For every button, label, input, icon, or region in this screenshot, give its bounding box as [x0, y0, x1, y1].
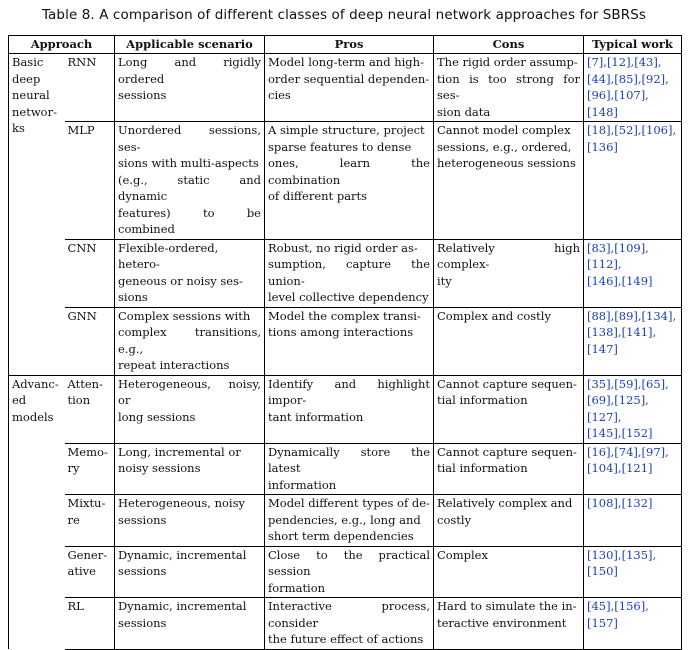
pros-cell	[265, 307, 434, 375]
method-cell-line: GNN	[67, 308, 97, 323]
typical-work-cell-line: [44],[85],[92],	[587, 71, 669, 86]
method-cell-line: re	[67, 512, 80, 527]
scenario-cell-line: features) to be combined	[118, 205, 261, 236]
typical-work-cell-line: [16],[74],[97],	[587, 444, 669, 459]
method-cell	[65, 598, 115, 650]
scenario-cell-line: Heterogeneous, noisy	[118, 496, 246, 510]
cons-cell	[434, 239, 584, 307]
basic-section	[9, 54, 682, 376]
group-advanced-label	[9, 375, 65, 649]
method-cell-line: Gener-	[67, 547, 108, 562]
pros-cell-line: the future effect of actions	[268, 632, 424, 646]
scenario-cell-line: Dynamic, incremental	[118, 599, 247, 613]
pros-cell-line: tions among interactions	[268, 325, 414, 339]
scenario-cell-line: noisy sessions	[118, 461, 201, 475]
scenario-cell-line: Complex sessions with	[118, 308, 251, 323]
scenario-cell	[115, 375, 265, 443]
scenario-cell-line: sessions	[118, 512, 167, 527]
scenario-cell-line: complex transitions, e.g.,	[118, 325, 261, 356]
cons-cell	[434, 54, 584, 122]
typical-work-cell[interactable]	[584, 307, 682, 375]
header-pros: Pros	[265, 36, 434, 54]
scenario-cell	[115, 546, 265, 598]
pros-cell-line: pendencies, e.g., long and	[268, 512, 421, 527]
pros-cell	[265, 122, 434, 240]
comparison-table	[8, 35, 682, 650]
pros-cell	[265, 54, 434, 122]
pros-cell-line: information	[268, 477, 337, 492]
group-advanced-label-line: ed	[12, 393, 27, 407]
method-cell-line: CNN	[67, 240, 97, 255]
cons-cell-line: Cannot model complex	[437, 123, 571, 137]
typical-work-cell-line: [35],[59],[65],	[587, 376, 669, 391]
pros-cell-line: tant information	[268, 409, 364, 424]
header-typical-work: Typical work	[584, 36, 682, 54]
method-cell	[65, 239, 115, 307]
scenario-cell-line: sions with multi-aspects	[118, 156, 259, 170]
pros-cell	[265, 443, 434, 495]
scenario-cell-line: Flexible-ordered, hetero-	[118, 240, 219, 271]
cons-cell-line: sessions, e.g., ordered,	[437, 139, 572, 154]
scenario-cell-line: long sessions	[118, 409, 196, 424]
method-cell	[65, 54, 115, 122]
group-basic-label-line: deep	[12, 71, 41, 86]
method-cell-line: RNN	[67, 55, 97, 69]
cons-cell-line: heterogeneous sessions	[437, 156, 576, 170]
pros-cell-line: ones, learn the combination	[268, 156, 430, 187]
method-cell-line: RL	[67, 599, 84, 613]
cons-cell	[434, 495, 584, 547]
cons-cell-line: Cannot capture sequen-	[437, 376, 577, 391]
typical-work-cell[interactable]	[584, 546, 682, 598]
pros-cell-line: Model the complex transi-	[268, 308, 421, 323]
typical-work-cell-line: [88],[89],[134],	[587, 308, 677, 323]
typical-work-cell-line: [130],[135],[150]	[587, 547, 657, 578]
method-cell-line: ry	[67, 461, 80, 475]
cons-cell-line: Relatively high complex-	[437, 240, 580, 271]
typical-work-cell[interactable]	[584, 122, 682, 240]
typical-work-cell-line: [145],[152]	[587, 426, 653, 440]
pros-cell-line: Identify and highlight impor-	[268, 376, 430, 407]
scenario-cell-line: Dynamic, incremental	[118, 547, 247, 562]
cons-cell-line: The rigid order assump-	[437, 55, 578, 69]
scenario-cell	[115, 598, 265, 650]
pros-cell-line: sumption, capture the union-	[268, 257, 430, 288]
group-advanced-label-line: models	[12, 409, 54, 424]
table-caption: Table 8. A comparison of different classes of deep neural network approaches for SBRSs	[41, 7, 647, 23]
typical-work-cell-line: [69],[125],[127],	[587, 393, 649, 424]
method-cell-line: ative	[67, 564, 96, 578]
pros-cell-line: Model long-term and high-	[268, 55, 424, 69]
scenario-cell	[115, 54, 265, 122]
group-basic-label	[9, 54, 65, 376]
group-basic-label-line: Basic	[12, 55, 44, 69]
method-cell	[65, 443, 115, 495]
cons-cell-line: Complex	[437, 547, 488, 562]
scenario-cell-line: Long and rigidly ordered	[118, 55, 261, 86]
scenario-cell-line: Long, incremental or	[118, 444, 241, 459]
table-row	[9, 239, 682, 307]
cons-cell-line: Cannot capture sequen-	[437, 444, 577, 459]
cons-cell-line: Complex and costly	[437, 308, 551, 323]
group-basic-label-line: neural	[12, 88, 50, 102]
pros-cell-line: short term dependencies	[268, 529, 414, 543]
method-cell	[65, 122, 115, 240]
table-row	[9, 54, 682, 122]
typical-work-cell-line: [136]	[587, 139, 618, 154]
typical-work-cell-line: [18],[52],[106],	[587, 123, 677, 137]
cons-cell-line: ity	[437, 273, 452, 288]
typical-work-cell-line: [146],[149]	[587, 273, 653, 288]
header-cons: Cons	[434, 36, 584, 54]
scenario-cell-line: Unordered sessions, ses-	[118, 123, 261, 154]
pros-cell-line: order sequential dependen-	[268, 71, 430, 86]
typical-work-cell[interactable]	[584, 54, 682, 122]
pros-cell-line: Close to the practical session	[268, 547, 430, 578]
scenario-cell	[115, 443, 265, 495]
scenario-cell	[115, 307, 265, 375]
typical-work-cell-line: [45],[156],[157]	[587, 599, 649, 630]
pros-cell-line: cies	[268, 88, 291, 102]
pros-cell-line: Dynamically store the latest	[268, 444, 430, 475]
scenario-cell	[115, 495, 265, 547]
scenario-cell-line: sessions	[118, 615, 167, 630]
typical-work-cell[interactable]	[584, 598, 682, 650]
typical-work-cell-line: [138],[141],[147]	[587, 325, 657, 356]
cons-cell-line: costly	[437, 512, 472, 527]
header-row	[9, 36, 682, 54]
cons-cell	[434, 598, 584, 650]
table-row	[9, 375, 682, 443]
typical-work-cell-line: [96],[107],[148]	[587, 88, 649, 119]
table-row	[9, 495, 682, 547]
method-cell	[65, 307, 115, 375]
table-row	[9, 598, 682, 650]
method-cell-line: Memo-	[67, 444, 108, 459]
scenario-cell-line: repeat interactions	[118, 358, 230, 372]
typical-work-cell-line: [104],[121]	[587, 461, 653, 475]
group-basic-label-line: networ-	[12, 104, 57, 119]
pros-cell-line: level collective dependency	[268, 290, 429, 304]
scenario-cell	[115, 122, 265, 240]
pros-cell-line: Interactive process, consider	[268, 599, 430, 630]
cons-cell-line: Relatively complex and	[437, 496, 573, 510]
method-cell-line: Atten-	[67, 376, 103, 391]
header-scenario: Applicable scenario	[115, 36, 265, 54]
pros-cell	[265, 495, 434, 547]
pros-cell	[265, 239, 434, 307]
table-row	[9, 443, 682, 495]
cons-cell	[434, 375, 584, 443]
advanced-section	[9, 375, 682, 649]
typical-work-cell[interactable]	[584, 239, 682, 307]
table-row	[9, 307, 682, 375]
group-advanced-label-line: Advanc-	[12, 376, 59, 391]
typical-work-cell-line: [83],[109],[112],	[587, 240, 649, 271]
pros-cell-line: formation	[268, 580, 326, 595]
cons-cell-line: tion is too strong for ses-	[437, 71, 580, 102]
pros-cell-line: A simple structure, project	[268, 123, 425, 137]
pros-cell-line: Robust, no rigid order as-	[268, 240, 418, 255]
method-cell	[65, 375, 115, 443]
cons-cell-line: tial information	[437, 393, 528, 407]
cons-cell	[434, 443, 584, 495]
method-cell-line: Mixtu-	[67, 496, 106, 510]
typical-work-cell-line: [108],[132]	[587, 496, 653, 510]
typical-work-cell[interactable]	[584, 375, 682, 443]
cons-cell	[434, 307, 584, 375]
method-cell-line: MLP	[67, 123, 95, 137]
scenario-cell	[115, 239, 265, 307]
scenario-cell-line: sions	[118, 290, 148, 304]
table-row	[9, 122, 682, 240]
method-cell	[65, 546, 115, 598]
scenario-cell-line: geneous or noisy ses-	[118, 273, 243, 288]
cons-cell-line: teractive environment	[437, 615, 567, 630]
cons-cell-line: tial information	[437, 461, 528, 475]
scenario-cell-line: sessions	[118, 88, 167, 102]
pros-cell-line: sparse features to dense	[268, 139, 412, 154]
scenario-cell-line: Heterogeneous, noisy, or	[118, 376, 261, 407]
pros-cell-line: of different parts	[268, 189, 368, 203]
cons-cell	[434, 546, 584, 598]
header-approach: Approach	[9, 36, 115, 54]
scenario-cell-line: (e.g., static and dynamic	[118, 172, 261, 203]
cons-cell	[434, 122, 584, 240]
method-cell	[65, 495, 115, 547]
pros-cell	[265, 546, 434, 598]
typical-work-cell-line: [7],[12],[43],	[587, 55, 662, 69]
cons-cell-line: sion data	[437, 104, 491, 119]
pros-cell	[265, 375, 434, 443]
cons-cell-line: Hard to simulate the in-	[437, 599, 577, 613]
table-row	[9, 546, 682, 598]
typical-work-cell[interactable]	[584, 443, 682, 495]
scenario-cell-line: sessions	[118, 564, 167, 578]
typical-work-cell[interactable]	[584, 495, 682, 547]
pros-cell-line: Model different types of de-	[268, 496, 430, 510]
pros-cell	[265, 598, 434, 650]
group-basic-label-line: ks	[12, 121, 25, 135]
method-cell-line: tion	[67, 393, 91, 407]
